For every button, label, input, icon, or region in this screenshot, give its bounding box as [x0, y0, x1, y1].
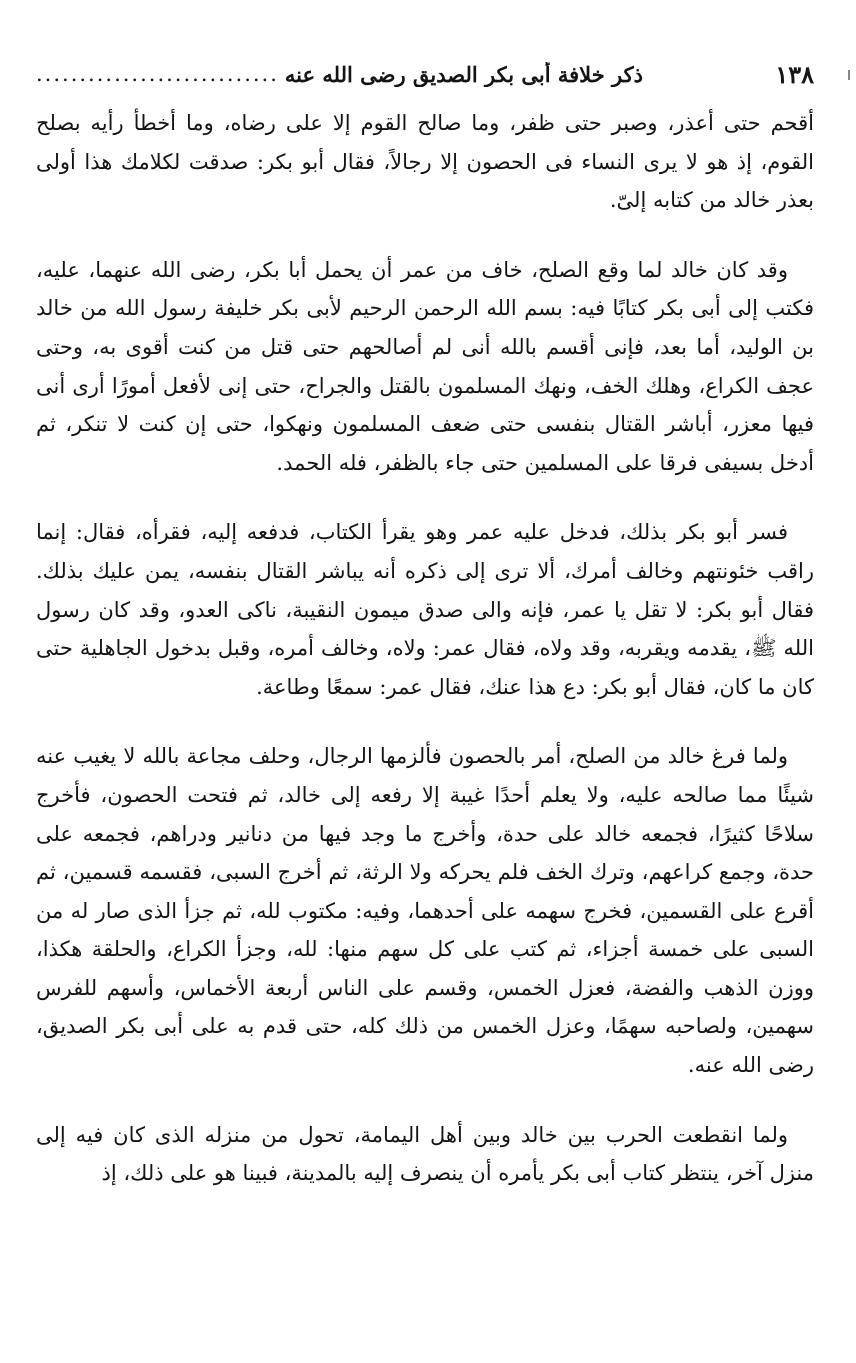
paragraph: وقد كان خالد لما وقع الصلح، خاف من عمر أن يحمل أبا بكر، رضى الله عنهما، عليه، فكتب إلى أبى بكر كتابًا فيه: بسم الله الرحمن الرحيم لأبى بكر خليفة رسول الله من خالد بن الوليد، أما بعد، فإنى أقسم بالله أنى لم أصالحهم حتى قتل من كنت أقوى به، وحتى عجف الكراع، وهلك الخف، ونهك المسلمون بالقتل والجراح، حتى إنى لأفعل أمورًا أرى أنى فيها معزر، أباشر القتال بنفسى حتى ضعف المسلمون ونهكوا، حتى إن كنت لا تنكر، ثم أدخل بسيفى فرقا على المسلمين حتى جاء بالظفر، فله الحمد. [36, 257, 814, 475]
leader-dots: ............................ [36, 61, 279, 86]
running-title-group [36, 62, 775, 87]
page-header [36, 56, 814, 92]
running-title: ذكر خلافة أبى بكر الصديق رضى الله عنه [284, 61, 643, 87]
paragraph: فسر أبو بكر بذلك، فدخل عليه عمر وهو يقرأ الكتاب، فدفعه إليه، فقرأه، فقال: إنما راقب خئونتهم وخالف أمرك، ألا ترى إلى ذكره أنه يباشر القتال بنفسه، يمن عليك بذلك. فقال أبو بكر: لا تقل يا عمر، فإنه والى صدق ميمون النقيبة، ناكى العدو، وقد كان رسول الله ﷺ، يقدمه ويقربه، وقد ولاه، فقال عمر: ولاه، وخالف أمره، وقبل بدخول الجاهلية حتى كان ما كان، فقال أبو بكر: دع هذا عنك، فقال عمر: سمعًا وطاعة. [36, 520, 814, 699]
paragraph: أقحم حتى أعذر، وصبر حتى ظفر، وما صالح القوم إلا على رضاه، وما أخطأ رأيه بصلح القوم، إذ هو لا يرى النساء فى الحصون إلا رجالاً، فقال أبو بكر: صدقت لكلامك هذا أولى بعذر خالد من كتابه إلىّ. [36, 111, 814, 213]
body-text [36, 104, 814, 1224]
margin-mark [848, 70, 850, 80]
page-number: ١٣٨ [775, 59, 814, 89]
paragraph: ولما انقطعت الحرب بين خالد وبين أهل اليمامة، تحول من منزله الذى كان فيه إلى منزل آخر، ينتظر كتاب أبى بكر يأمره أن ينصرف إليه بالمدينة، فبينا هو على ذلك، إذ [36, 1122, 814, 1186]
paragraph: ولما فرغ خالد من الصلح، أمر بالحصون فألزمها الرجال، وحلف مجاعة بالله لا يغيب عنه شيئًا مما صالحه عليه، ولا يعلم أحدًا غيبة إلا رفعه إلى خالد، ثم فتحت الحصون، فأخرج سلاحًا كثيرًا، فجمعه خالد على حدة، وأخرج ما وجد فيها من دنانير ودراهم، فجمعه على حدة، وجمع كراعهم، وترك الخف فلم يحركه ولا الرثة، ثم أخرج السبى، فقسمه قسمين، ثم أقرع على القسمين، فخرج سهمه على أحدهما، وفيه: مكتوب لله، ثم جزأ الذى صار له من السبى على خمسة أجزاء، ثم كتب على كل سهم منها: لله، وجزأ الكراع، والحلقة هكذا، ووزن الذهب والفضة، فعزل الخمس، وقسم على الناس أربعة الأخماس، وأسهم للفرس سهمين، ولصاحبه سهمًا، وعزل الخمس من ذلك كله، حتى قدم به على أبى بكر الصديق، رضى الله عنه. [36, 744, 814, 1078]
